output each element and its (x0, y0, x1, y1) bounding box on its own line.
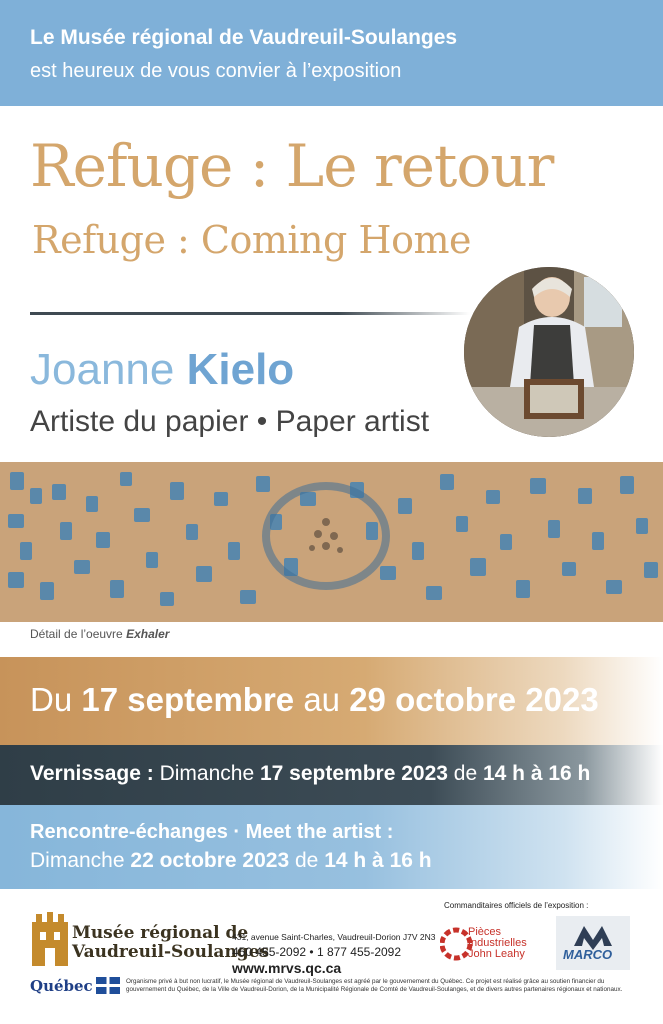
vernissage-date: 17 septembre 2023 (259, 762, 448, 785)
vernissage-band (0, 745, 663, 805)
header-banner (0, 0, 663, 106)
vernissage-time: 14 h à 16 h (482, 762, 591, 785)
caption-prefix: Détail de l’oeuvre (30, 627, 123, 641)
meet-artist-band (0, 805, 663, 889)
exhibition-dates (30, 681, 599, 719)
museum-address: 431, avenue Saint-Charles, Vaudreuil-Dorion J7V 2N3 (232, 932, 436, 942)
exhibition-title-fr: Refuge : Le retour (30, 132, 554, 200)
leahy-line3: John Leahy (468, 948, 525, 960)
museum-website[interactable]: www.mrvs.qc.ca (232, 960, 342, 976)
quebec-wordmark: Québec (30, 977, 93, 995)
sponsor-leahy-name (468, 927, 527, 960)
artist-last-name: Kielo (186, 345, 295, 394)
meet-line (30, 849, 432, 873)
artist-first-name: Joanne (30, 345, 175, 394)
header-invite-line: est heureux de vous convier à l’exposition (30, 60, 402, 82)
museum-name-line2: Vaudreuil-Soulanges (72, 942, 270, 962)
sponsor-marco-name: MARCO (563, 947, 613, 962)
artist-name (30, 345, 294, 395)
museum-phones: 450 455-2092 • 1 877 455-2092 (232, 945, 402, 959)
leahy-line1: Pièces (468, 926, 502, 938)
vernissage-line (30, 762, 590, 786)
dates-end: 29 octobre 2023 (349, 681, 599, 718)
meet-time: 14 h à 16 h (324, 849, 432, 872)
exhibition-dates-band (0, 657, 663, 745)
meet-date: 22 octobre 2023 (130, 849, 290, 872)
artist-role: Artiste du papier • Paper artist (30, 405, 430, 438)
museum-name-line1: Musée régional de (72, 923, 249, 943)
artwork-caption (30, 627, 169, 641)
artist-portrait-photo (464, 267, 634, 437)
exhibition-title-en: Refuge : Coming Home (32, 218, 471, 262)
caption-title: Exhaler (126, 627, 170, 641)
funding-disclaimer: Organisme privé à but non lucratif, le Musée régional de Vaudreuil-Soulanges est agréé par le gouvernement du Québec. Ce projet est réalisé grâce au soutien financier du gouvernement du Québec, de la Ville de Vaudreuil-Dorion, de la Municipalité Régionale de Comté de Vaudreuil-Soulanges, et de divers autres partenaires régionaux et nationaux. (126, 978, 623, 993)
vernissage-de: de (453, 762, 478, 785)
artwork-detail-image (0, 462, 663, 622)
header-museum-line: Le Musée régional de Vaudreuil-Soulanges (30, 26, 458, 49)
dates-au: au (303, 681, 341, 718)
meet-de: de (295, 849, 319, 872)
vernissage-label: Vernissage : (30, 762, 154, 785)
meet-label: Rencontre-échanges · Meet the artist : (30, 821, 394, 843)
leahy-line2: Industrielles (468, 937, 527, 949)
sponsors-label: Commanditaires officiels de l’exposition : (444, 901, 589, 910)
quebec-flag-icon (96, 977, 120, 994)
dates-du: Du (30, 681, 73, 718)
vernissage-day: Dimanche (159, 762, 255, 785)
museum-logo-icon (30, 912, 70, 968)
meet-day: Dimanche (30, 849, 125, 872)
museum-contact (232, 932, 436, 976)
dates-start: 17 septembre (81, 681, 295, 718)
divider-rule (30, 312, 470, 315)
